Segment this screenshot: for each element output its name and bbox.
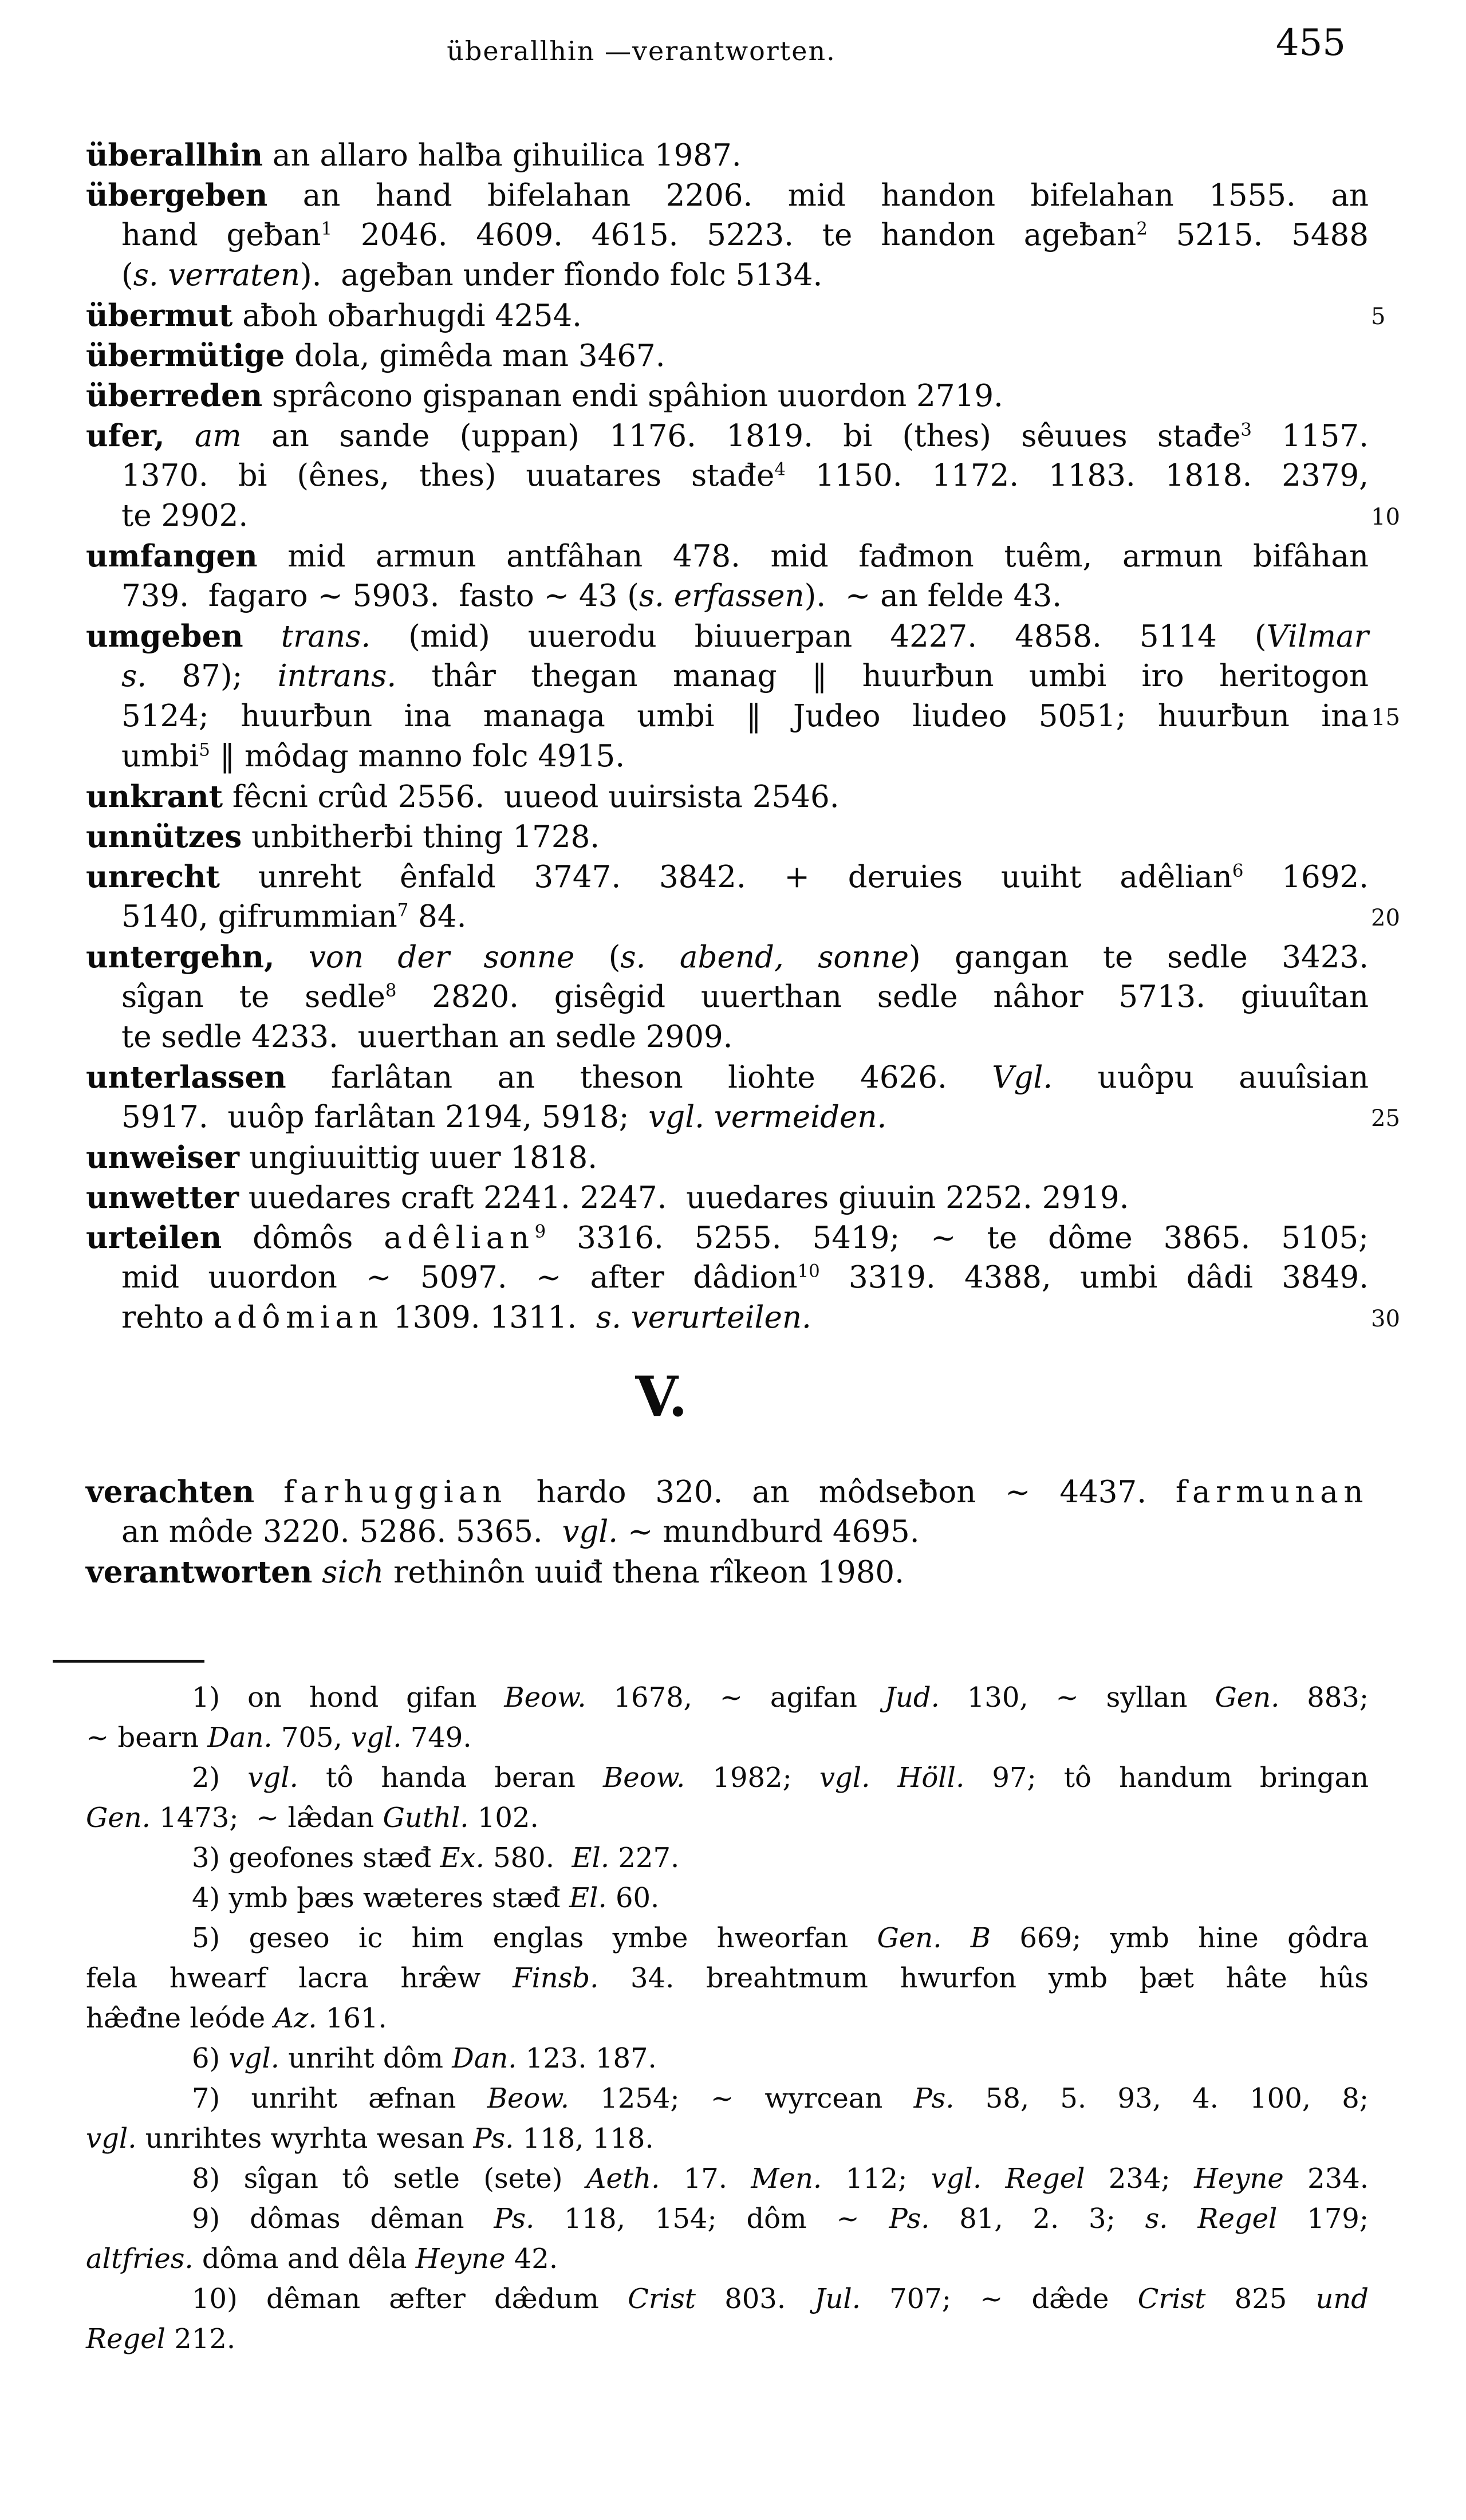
entry-line (86, 777, 1369, 817)
footnote-line (86, 2319, 1369, 2359)
text-segment: Crist (1137, 2283, 1206, 2315)
footnote-line (86, 2239, 1369, 2279)
text-segment: uuôpu auuîsian (1053, 1060, 1369, 1095)
text-segment: 1982; (685, 1762, 819, 1794)
footnote-line (86, 1918, 1369, 1958)
text-segment: 1157. (1251, 419, 1369, 454)
footnote-line (86, 1678, 1369, 1718)
entry-line (86, 1472, 1369, 1512)
text-segment: 803. (696, 2283, 815, 2315)
text-segment: Beow. (504, 1682, 586, 1714)
text-segment: hardo 320. an môdseƀon ~ 4437. (507, 1475, 1176, 1510)
text-segment: ) gangan te sedle 3423. (908, 940, 1369, 975)
text-segment: 7) unriht æfnan (192, 2082, 487, 2115)
text-segment: trans. (281, 619, 371, 654)
text-segment: te 2902. (121, 498, 249, 533)
text-segment: Az. (274, 2002, 317, 2034)
text-segment: an hand bifelahan 2206. mid handon bifelahan 1555. an (267, 178, 1369, 213)
text-segment: 118, 118. (514, 2123, 654, 2155)
text-segment: adêlian (384, 1220, 535, 1255)
text-segment: 3316. 5255. 5419; ~ te dôme 3865. 5105; (546, 1220, 1369, 1255)
text-segment: El. (572, 1842, 610, 1874)
entry-line (86, 1097, 1369, 1137)
footnote-line (86, 1878, 1369, 1918)
entry-line (86, 416, 1369, 456)
text-segment: umgeben (86, 619, 243, 654)
entry-line (86, 977, 1369, 1017)
text-segment: übergeben (86, 178, 268, 213)
text-segment: Gen. B (877, 1922, 991, 1954)
text-segment: vgl. (351, 1722, 402, 1754)
footnote-line (86, 2119, 1369, 2159)
text-segment: Heyne (415, 2243, 506, 2275)
text-segment: vgl. (86, 2123, 137, 2155)
text-segment: 34. breahtmum hwurfon ymb þæt hâte hûs (598, 1962, 1369, 1994)
entry-line (86, 1298, 1369, 1338)
entry-line (86, 376, 1369, 416)
text-segment: 42. (505, 2243, 558, 2275)
margin-line-number: 10 (1371, 504, 1400, 530)
text-segment: 118, 154; dôm ~ (534, 2203, 889, 2235)
footnote-reference-superscript: 3 (1240, 419, 1252, 440)
page-number: 455 (1275, 22, 1346, 64)
text-segment: Ps. (494, 2203, 535, 2235)
text-segment: (mid) uuerodu biuuerpan 4227. 4858. 5114 ( (371, 619, 1267, 654)
text-segment: 1678, ~ agifan (586, 1682, 885, 1714)
text-segment: 707; ~ dæ̂de (861, 2283, 1138, 2315)
text-segment: unrecht (86, 859, 220, 895)
text-segment: ungiuuittig uuer 1818. (239, 1140, 598, 1175)
text-segment: 227. (609, 1842, 680, 1874)
text-segment: 234. (1283, 2163, 1369, 2195)
text-segment: 1150. 1172. 1183. 1818. 2379, (785, 458, 1369, 493)
text-segment: unreht ênfald 3747. 3842. + deruies uuiht adêlian (220, 860, 1232, 895)
text-segment: 1254; ~ wyrcean (569, 2082, 914, 2115)
text-segment: 883; (1279, 1682, 1369, 1714)
text-segment: s. Regel (1145, 2203, 1278, 2235)
text-segment: unnützes (86, 819, 242, 855)
text-segment: unbitherƀi thing 1728. (242, 820, 600, 855)
text-segment: 5140, gifrummian (121, 899, 397, 934)
text-segment: ). ageƀan under fîondo folc 5134. (299, 258, 823, 293)
text-segment: sprâcono gispanan endi spâhion uuordon 2719. (262, 379, 1003, 414)
text-segment: 1) on hond gifan (192, 1682, 505, 1714)
text-segment: thâr thegan manag ‖ huurƀun umbi iro heritogon (396, 659, 1369, 694)
text-segment: ( (121, 258, 133, 293)
footnotes (86, 1678, 1369, 2359)
footnote-line (86, 1838, 1369, 1878)
dictionary-entries-v (86, 1472, 1369, 1592)
text-segment: 8) sîgan tô setle (sete) (192, 2163, 586, 2195)
entry-line (86, 456, 1369, 496)
text-segment: Beow. (603, 1762, 685, 1794)
text-segment: 3319. 4388, umbi dâdi 3849. (819, 1260, 1369, 1295)
text-segment: ~ mundburd 4695. (618, 1514, 920, 1549)
entry-line (86, 1552, 1369, 1592)
text-segment: hand geƀan (121, 218, 321, 253)
text-segment: Dan. (452, 2042, 517, 2074)
text-segment: dôma and dêla (193, 2243, 416, 2275)
text-segment: rehto (121, 1300, 214, 1335)
footnote-reference-superscript: 8 (385, 980, 397, 1001)
text-segment: ( (574, 940, 621, 975)
footnote-line (86, 1958, 1369, 1998)
text-segment: 5917. uuôp farlâtan 2194, 5918; (121, 1100, 649, 1135)
text-segment: El. (569, 1882, 607, 1914)
text-segment: Men. (751, 2163, 822, 2195)
footnote-line (86, 1758, 1369, 1798)
footnote-reference-superscript: 1 (321, 218, 333, 239)
text-segment: 102. (468, 1802, 539, 1834)
text-segment: Gen. (1215, 1682, 1280, 1714)
text-segment: 81, 2. 3; (929, 2203, 1145, 2235)
entry-line (86, 857, 1369, 897)
running-header-title: überallhin —verantworten. (447, 36, 836, 66)
entry-line (86, 897, 1369, 937)
text-segment: Beow. (487, 2082, 569, 2115)
entry-line (86, 1258, 1369, 1298)
text-segment: 58, 5. 93, 4. 100, 8; (954, 2082, 1369, 2115)
text-segment: 4) ymb þæs wæteres stæđ (192, 1882, 570, 1914)
footnote-reference-superscript: 5 (199, 739, 210, 761)
text-segment: ~ bearn (86, 1722, 208, 1754)
text-segment: Jud. (884, 1682, 940, 1714)
text-segment: 3) geofones stæđ (192, 1842, 440, 1874)
footnote-line (86, 1998, 1369, 2038)
text-segment: vgl. Höll. (819, 1762, 965, 1794)
text-segment: Vilmar (1266, 619, 1369, 654)
text-segment: an sande (uppan) 1176. 1819. bi (thes) sêuues stađe (241, 419, 1241, 454)
footnote-line (86, 2279, 1369, 2319)
text-segment: übermütige (86, 338, 285, 373)
text-segment: 669; ymb hine gôdra (991, 1922, 1369, 1954)
text-segment: 749. (401, 1722, 472, 1754)
margin-line-number: 15 (1371, 704, 1400, 731)
text-segment: 179; (1277, 2203, 1369, 2235)
footnote-line (86, 1798, 1369, 1838)
footnote-line (86, 2159, 1369, 2199)
text-segment: Aeth. (586, 2163, 660, 2195)
text-segment: umfangen (86, 538, 258, 574)
entry-line (86, 175, 1369, 215)
text-segment: Dan. (207, 1722, 273, 1754)
text-segment: 705, (272, 1722, 352, 1754)
entry-line (86, 1218, 1369, 1258)
text-segment: vgl. (562, 1514, 618, 1549)
text-segment (312, 1555, 322, 1590)
footnote-rule (53, 1660, 204, 1663)
text-segment: übermut (86, 298, 233, 333)
entry-line (86, 1057, 1369, 1097)
entry-line (86, 696, 1369, 737)
text-segment: unterlassen (86, 1060, 286, 1095)
text-segment: 1692. (1243, 860, 1369, 895)
text-segment: dola, gimêda man 3467. (285, 338, 665, 373)
margin-line-number: 30 (1371, 1306, 1400, 1332)
footnote-reference-superscript: 9 (534, 1221, 546, 1242)
text-segment: vgl. vermeiden. (648, 1100, 887, 1135)
text-segment: 6) (192, 2042, 229, 2074)
text-segment: 739. fagaro ~ 5903. fasto ~ 43 ( (121, 578, 639, 613)
text-segment: sich (322, 1555, 384, 1590)
text-segment: s. abend, sonne (620, 940, 909, 975)
text-segment: 1473; ~ læ̂dan (150, 1802, 383, 1834)
entry-line (86, 576, 1369, 616)
text-segment: s. erfassen (639, 578, 805, 613)
entry-line (86, 737, 1369, 777)
text-segment: 2820. gisêgid uuerthan sedle nâhor 5713. giuuîtan (396, 979, 1369, 1014)
entry-line (86, 937, 1369, 977)
text-segment: verantworten (86, 1554, 313, 1590)
entry-line (86, 255, 1369, 296)
text-segment: altfries. (86, 2243, 194, 2275)
text-segment: hæ̂đne leóde (86, 2002, 274, 2034)
text-segment: mid armun antfâhan 478. mid fađmon tuêm, armun bifâhan (257, 539, 1369, 574)
entry-line (86, 1017, 1369, 1057)
text-segment: 87); (147, 659, 278, 694)
section-heading: V. (635, 1364, 688, 1429)
text-segment: farhuggian (283, 1475, 507, 1510)
text-segment: Regel (86, 2323, 166, 2355)
text-segment: 112; (822, 2163, 931, 2195)
text-segment: intrans. (277, 659, 397, 694)
entry-line (86, 496, 1369, 536)
entry-line (86, 656, 1369, 696)
text-segment: 2046. 4609. 4615. 5223. te handon ageƀan (332, 218, 1137, 253)
text-segment: rethinôn uuiđ thena rîkeon 1980. (384, 1555, 904, 1590)
text-segment: von der sonne (308, 940, 575, 975)
text-segment: ). ~ an felde 43. (804, 578, 1062, 613)
footnote-reference-superscript: 2 (1136, 218, 1148, 239)
text-segment: Jul. (814, 2283, 861, 2315)
entry-line (86, 336, 1369, 376)
text-segment: 580. (484, 1842, 572, 1874)
text-segment (243, 619, 281, 654)
text-segment: 60. (606, 1882, 660, 1914)
text-segment: farlâtan an theson liohte 4626. (286, 1060, 992, 1095)
text-segment: dômôs (222, 1220, 384, 1255)
text-segment: urteilen (86, 1220, 222, 1255)
text-segment: vgl. (228, 2042, 279, 2074)
text-segment: umbi (121, 739, 199, 774)
text-segment: 97; tô handum bringan (964, 1762, 1369, 1794)
text-segment: aƀoh oƀarhugdi 4254. (232, 298, 582, 333)
text-segment (165, 419, 195, 454)
footnote-line (86, 1718, 1369, 1758)
text-segment: 1309. 1311. (384, 1300, 596, 1335)
footnote-reference-superscript: 4 (774, 459, 786, 480)
entry-line (86, 1137, 1369, 1178)
text-segment: vgl. (247, 1762, 298, 1794)
text-segment: Vgl. (992, 1060, 1053, 1095)
text-segment: Guthl. (383, 1802, 469, 1834)
entry-line (86, 215, 1369, 255)
text-segment: s. verraten (133, 258, 300, 293)
text-segment: 123. 187. (517, 2042, 657, 2074)
text-segment: an allaro halƀa gihuilica 1987. (263, 138, 742, 173)
text-segment: Heyne (1194, 2163, 1284, 2195)
margin-line-number: 5 (1371, 304, 1386, 330)
entry-line (86, 135, 1369, 175)
text-segment: 2) (192, 1762, 248, 1794)
text-segment: ‖ môdag manno folc 4915. (210, 739, 625, 774)
text-segment: te sedle 4233. uuerthan an sedle 2909. (121, 1019, 733, 1054)
text-segment: Crist (628, 2283, 696, 2315)
text-segment: mid uuordon ~ 5097. ~ after dâdion (121, 1260, 798, 1295)
text-segment (275, 940, 309, 975)
text-segment: Ps. (473, 2123, 514, 2155)
text-segment: 234; (1085, 2163, 1195, 2195)
text-segment: Finsb. (513, 1962, 599, 1994)
text-segment: 130, ~ syllan (939, 1682, 1215, 1714)
footnote-line (86, 2038, 1369, 2078)
text-segment: s. verurteilen. (596, 1300, 811, 1335)
footnote-line (86, 2199, 1369, 2239)
running-header (86, 22, 1369, 77)
entry-line (86, 1512, 1369, 1552)
text-segment: 5124; huurƀun ina managa umbi ‖ Judeo liudeo 5051; huurƀun ina (121, 699, 1369, 734)
text-segment: 212. (165, 2323, 236, 2355)
text-segment: 84. (408, 899, 467, 934)
text-segment: tô handa beran (298, 1762, 604, 1794)
footnote-reference-superscript: 6 (1232, 860, 1244, 881)
text-segment: Ps. (889, 2203, 930, 2235)
text-segment: an môde 3220. 5286. 5365. (121, 1514, 562, 1549)
text-column (86, 135, 1400, 2359)
text-segment: unrihtes wyrhta wesan (136, 2123, 474, 2155)
text-segment: ufer, (86, 418, 165, 454)
footnote-reference-superscript: 10 (797, 1261, 820, 1282)
text-segment: überreden (86, 378, 263, 414)
text-segment: 5) geseo ic him englas ymbe hweorfan (192, 1922, 877, 1954)
entry-line (86, 536, 1369, 576)
text-segment: 1370. bi (ênes, thes) uuatares stađe (121, 458, 775, 493)
text-segment: verachten (86, 1474, 255, 1510)
text-segment: s. (121, 659, 147, 694)
text-segment: unkrant (86, 779, 223, 814)
margin-line-number: 20 (1371, 905, 1400, 931)
footnote-line (86, 2078, 1369, 2119)
text-segment: adômian (213, 1300, 384, 1335)
entry-line (86, 817, 1369, 857)
entry-line (86, 616, 1369, 656)
text-segment: uuedares craft 2241. 2247. uuedares giuuin 2252. 2919. (239, 1180, 1129, 1215)
text-segment: 10) dêman æfter dæ̂dum (192, 2283, 628, 2315)
text-segment: fêcni crûd 2556. uueod uuirsista 2546. (223, 779, 840, 814)
text-segment: fela hwearf lacra hræ̂w (86, 1962, 513, 1994)
entry-line (86, 296, 1369, 336)
footnote-reference-superscript: 7 (397, 900, 409, 921)
text-segment: am (194, 419, 242, 454)
text-segment: 825 (1205, 2283, 1316, 2315)
text-segment: unwetter (86, 1180, 239, 1215)
text-segment: untergehn, (86, 939, 275, 975)
text-segment: 161. (317, 2002, 387, 2034)
text-segment: unweiser (86, 1140, 240, 1175)
text-segment: farmunan (1175, 1475, 1369, 1510)
dictionary-entries (86, 135, 1369, 1338)
entry-line (86, 1178, 1369, 1218)
text-segment: unriht dôm (279, 2042, 452, 2074)
text-segment: vgl. Regel (931, 2163, 1085, 2195)
text-segment: 9) dômas dêman (192, 2203, 494, 2235)
text-segment: Ex. (440, 1842, 484, 1874)
text-segment (254, 1475, 283, 1510)
text-segment: sîgan te sedle (121, 979, 385, 1014)
text-segment: 5215. 5488 (1147, 218, 1369, 253)
margin-line-number: 25 (1371, 1105, 1400, 1132)
text-segment: 17. (660, 2163, 751, 2195)
text-segment: überallhin (86, 137, 263, 173)
text-segment: und (1315, 2283, 1369, 2315)
text-segment: Ps. (913, 2082, 955, 2115)
text-segment: Gen. (86, 1802, 151, 1834)
